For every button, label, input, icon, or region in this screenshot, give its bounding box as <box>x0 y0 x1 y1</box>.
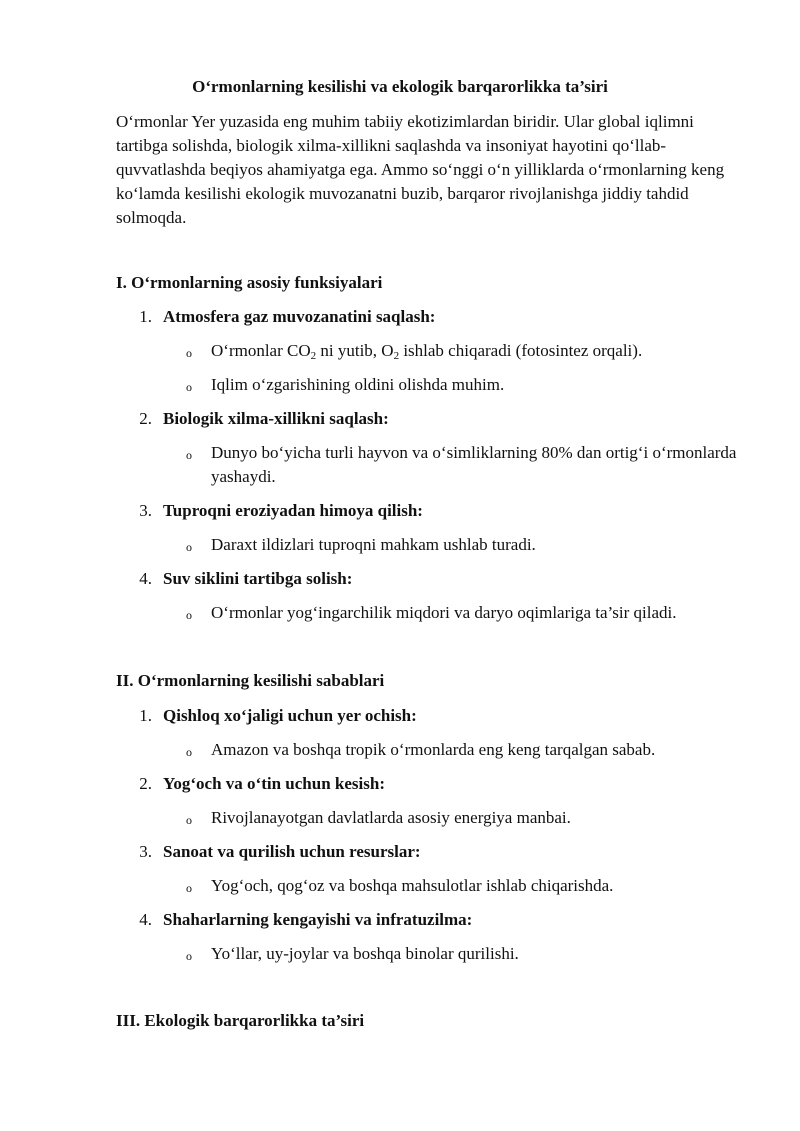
section-heading: I. O‘rmonlarning asosiy funksiyalari <box>116 273 383 292</box>
bullet-text: Amazon va boshqa tropik o‘rmonlarda eng keng tarqalgan sabab. <box>211 740 656 759</box>
item-title: Shaharlarning kengayishi va infratuzilma: <box>163 910 473 929</box>
item-title: Sanoat va qurilish uchun resurslar: <box>163 842 421 861</box>
item-title: Atmosfera gaz muvozanatini saqlash: <box>163 307 436 326</box>
item-number: 3. <box>139 842 152 861</box>
bullet-marker: o <box>186 608 192 622</box>
section-heading: III. Ekologik barqarorlikka ta’siri <box>116 1011 365 1030</box>
item-number: 1. <box>139 307 152 326</box>
item-number: 2. <box>139 409 152 428</box>
bullet-text: Dunyo bo‘yicha turli hayvon va o‘simliklarning 80% dan ortig‘i o‘rmonlarda yashaydi. <box>211 443 737 486</box>
bullet-marker: o <box>186 540 192 554</box>
bullet-marker: o <box>186 949 192 963</box>
bullet-marker: o <box>186 346 192 360</box>
item-title: Suv siklini tartibga solish: <box>163 569 353 588</box>
item-title: Yog‘och va o‘tin uchun kesish: <box>163 774 385 793</box>
item-title: Biologik xilma-xillikni saqlash: <box>163 409 389 428</box>
section-heading: II. O‘rmonlarning kesilishi sabablari <box>116 671 385 690</box>
item-title: Tuproqni eroziyadan himoya qilish: <box>163 501 423 520</box>
item-number: 4. <box>139 569 152 588</box>
bullet-marker: o <box>186 380 192 394</box>
bullet-text: O‘rmonlar yog‘ingarchilik miqdori va daryo oqimlariga ta’sir qiladi. <box>211 603 677 622</box>
intro-paragraph: O‘rmonlar Yer yuzasida eng muhim tabiiy ekotizimlardan biridir. Ular global iqlimni tartibga solishda, biologik xilma-xillikni saqlashda va insoniyat hayotini qo‘llab-quvvatlashda beqiyos ahamiyatga ega. Ammo so‘nggi o‘n yilliklarda o‘rmonlarning keng ko‘lamda kesilishi ekologik muvozanatni buzib, barqaror rivojlanishga jiddiy tahdid solmoqda. <box>116 112 725 227</box>
bullet-marker: o <box>186 813 192 827</box>
bullet-text: Daraxt ildizlari tuproqni mahkam ushlab turadi. <box>211 535 536 554</box>
item-number: 2. <box>139 774 152 793</box>
bullet-marker: o <box>186 745 192 759</box>
document-title: O‘rmonlarning kesilishi va ekologik barqarorlikka ta’siri <box>192 77 608 96</box>
item-title: Qishloq xo‘jaligi uchun yer ochish: <box>163 706 417 725</box>
bullet-text: Rivojlanayotgan davlatlarda asosiy energiya manbai. <box>211 808 571 827</box>
bullet-text: O‘rmonlar $CO_2$ ni yutib, $O_2$ ishlab chiqaradi (fotosintez orqali). <box>211 341 643 362</box>
bullet-marker: o <box>186 881 192 895</box>
item-number: 3. <box>139 501 152 520</box>
bullet-text: Iqlim o‘zgarishining oldini olishda muhim. <box>211 375 505 394</box>
item-number: 1. <box>139 706 152 725</box>
bullet-text: Yo‘llar, uy-joylar va boshqa binolar qurilishi. <box>211 944 519 963</box>
bullet-marker: o <box>186 448 192 462</box>
bullet-text: Yog‘och, qog‘oz va boshqa mahsulotlar ishlab chiqarishda. <box>211 876 614 895</box>
item-number: 4. <box>139 910 152 929</box>
